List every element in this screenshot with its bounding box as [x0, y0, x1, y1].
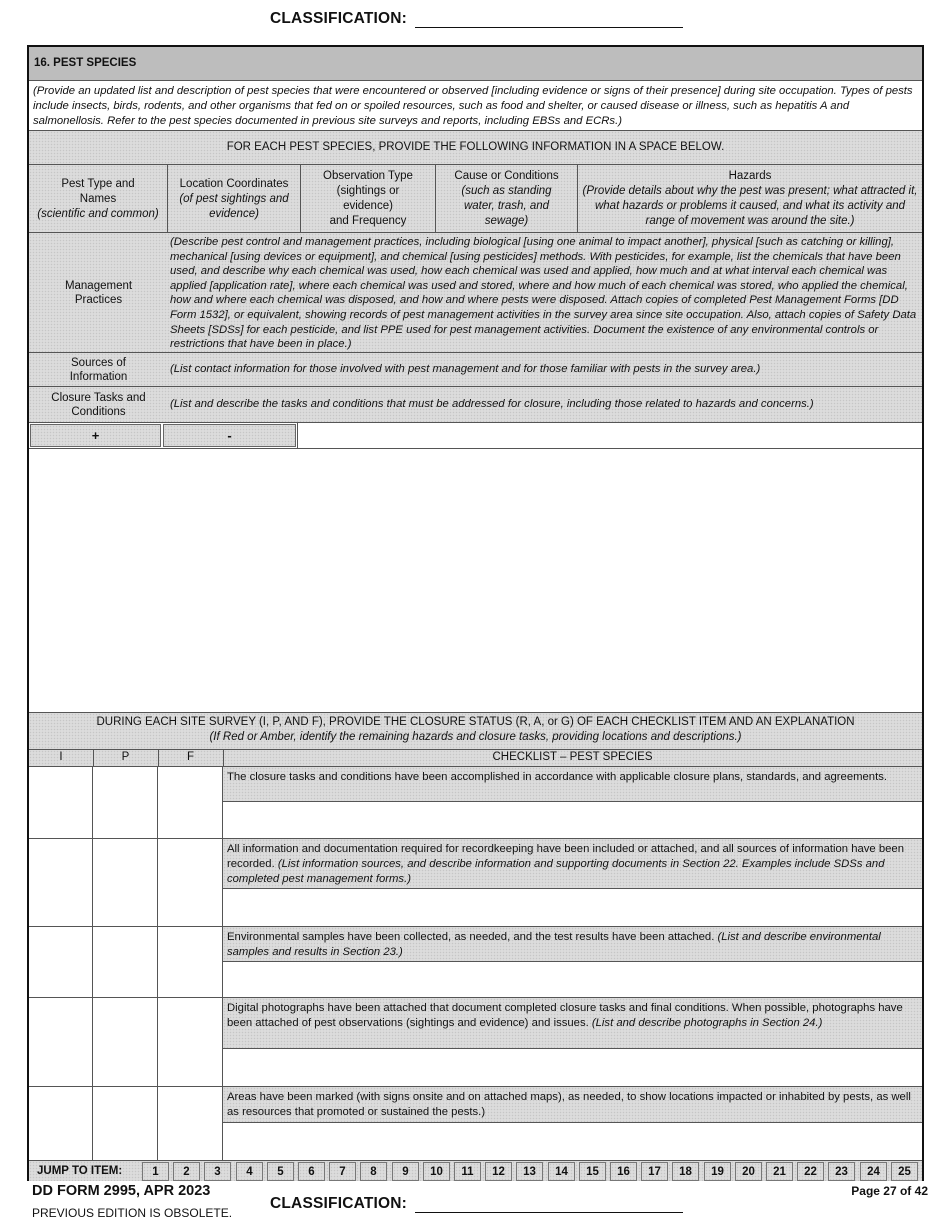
- pest-species-section: [27, 45, 924, 1181]
- sources-label: Sources of Information: [69, 356, 128, 383]
- checklist-item-statement: The closure tasks and conditions have been accomplished in accordance with applicable closure plans, standards, and agreements.: [227, 771, 888, 783]
- jump-to-item-bar: [29, 1160, 922, 1181]
- jump-item-link[interactable]: 8: [360, 1162, 387, 1181]
- status-progress-input[interactable]: [93, 927, 158, 997]
- jump-item-link[interactable]: 12: [485, 1162, 512, 1181]
- checklist-item-statement: Environmental samples have been collected, as needed, and the test results have been attached.: [227, 931, 715, 943]
- checklist-explanation-field[interactable]: [223, 962, 922, 997]
- jump-item-link[interactable]: 22: [797, 1162, 824, 1181]
- status-progress-input[interactable]: [93, 998, 158, 1086]
- checklist-item-text: [223, 927, 922, 962]
- checklist-item-statement: Areas have been marked (with signs onsite and on attached maps), as needed, to show locations impacted or inhabited by pests, as well as resources that promoted or sustained the pests.): [227, 1091, 911, 1118]
- management-practices-text: (Describe pest control and management practices, including biological [using one animal to impact another], physical [such as catching or killing], mechanical [using devices or equipment], and chemical [using pesticides] methods. With pesticides, for example, list the chemicals that have been used, and describe why each chemical was used, how each chemical was used and applied, how much and at what interval each chemical was applied [application rate], where each chemical was used and stored, where and how much of each chemical was stored, who applied the chemical, how and where each chemical was disposed, and how and where pests were disposed. Attach copies of completed Pest Management Forms [DD Form 1532], or equivalent, showing records of pest management activities in the survey area since site occupation. Also, attach copies of Safety Data Sheets [SDSs] for each pesticide, and list PPE used for pest management activities. Document the existence of any environmental controls or restrictions that have been in place.): [170, 236, 917, 351]
- column-pest-type-label: Pest Type and Names: [61, 177, 135, 205]
- column-location: [168, 165, 301, 233]
- jump-item-link[interactable]: 15: [579, 1162, 606, 1181]
- status-initial-input[interactable]: [29, 998, 93, 1086]
- jump-item-link[interactable]: 4: [236, 1162, 263, 1181]
- classification-label: CLASSIFICATION:: [270, 1195, 408, 1212]
- status-initial-input[interactable]: [29, 839, 93, 926]
- management-practices-row: [29, 233, 922, 353]
- status-final-input[interactable]: [158, 998, 223, 1086]
- closure-status-instructions: [29, 713, 922, 750]
- status-final-input[interactable]: [158, 839, 223, 926]
- column-observation-label: Observation Type (sightings or evidence): [323, 170, 413, 212]
- jump-item-link[interactable]: 2: [173, 1162, 200, 1181]
- checklist-header: [29, 750, 922, 767]
- checklist-item-text: [223, 1087, 922, 1123]
- jump-item-link[interactable]: 1: [142, 1162, 169, 1181]
- jump-item-link[interactable]: 3: [204, 1162, 231, 1181]
- jump-item-link[interactable]: 5: [267, 1162, 294, 1181]
- jump-item-link[interactable]: 10: [423, 1162, 450, 1181]
- column-location-label: Location Coordinates: [179, 177, 289, 190]
- classification-top: [270, 10, 683, 28]
- status-final-input[interactable]: [158, 767, 223, 838]
- checklist-item-note: (List and describe environmental samples and results in Section 23.): [227, 931, 881, 958]
- checklist-item-text: [223, 767, 922, 802]
- jump-item-link[interactable]: 13: [516, 1162, 543, 1181]
- checklist-item-statement: Digital photographs have been attached that document completed closure tasks and final conditions. When possible, photographs have been attached of pest observations (sightings and evidence) and issues.: [227, 1002, 903, 1029]
- checklist-item: [29, 998, 922, 1087]
- entry-title-field[interactable]: [297, 423, 922, 448]
- jump-item-link[interactable]: 11: [454, 1162, 481, 1181]
- jump-item-link[interactable]: 6: [298, 1162, 325, 1181]
- status-initial-input[interactable]: [29, 927, 93, 997]
- form-identifier: DD FORM 2995, APR 2023: [32, 1183, 211, 1199]
- status-progress-input[interactable]: [93, 1087, 158, 1160]
- column-pest-type: [29, 165, 168, 233]
- management-practices-label: Management Practices: [64, 279, 133, 306]
- column-hazards-label: Hazards: [728, 170, 772, 182]
- checklist-col-p: P: [121, 751, 130, 763]
- checklist-explanation-field[interactable]: [223, 802, 922, 838]
- previous-edition-note: PREVIOUS EDITION IS OBSOLETE.: [32, 1206, 233, 1220]
- checklist-item: [29, 767, 922, 839]
- column-cause-label: Cause or Conditions: [454, 170, 559, 182]
- jump-item-link[interactable]: 18: [672, 1162, 699, 1181]
- classification-label: CLASSIFICATION:: [270, 10, 408, 27]
- jump-item-link[interactable]: 24: [860, 1162, 887, 1181]
- checklist-explanation-field[interactable]: [223, 889, 922, 926]
- jump-item-link[interactable]: 25: [891, 1162, 918, 1181]
- closure-text: (List and describe the tasks and conditions that must be addressed for closure, including those related to hazards and concerns.): [170, 398, 814, 411]
- checklist-item-statement: All information and documentation required for recordkeeping have been included or attached, and all sources of information have been recorded.: [227, 843, 904, 870]
- checklist-item-text: [223, 998, 922, 1049]
- checklist-col-f: F: [186, 751, 195, 763]
- checklist-item-note: (List and describe photographs in Section 24.): [591, 1017, 823, 1029]
- section-title: 16. PEST SPECIES: [29, 47, 922, 81]
- entry-controls: [29, 423, 922, 449]
- jump-item-link[interactable]: 23: [828, 1162, 855, 1181]
- column-pest-type-sub: (scientific and common): [37, 207, 159, 220]
- closure-row: [29, 387, 922, 423]
- checklist-item-note: (List information sources, and describe information and supporting documents in Section 22. Examples include SDSs and completed pest management forms.): [227, 858, 885, 885]
- closure-label: Closure Tasks and Conditions: [51, 391, 146, 418]
- jump-item-link[interactable]: 19: [704, 1162, 731, 1181]
- classification-field[interactable]: [415, 1197, 683, 1213]
- section-instructions: (Provide an updated list and description of pest species that were encountered or observed [including evidence or signs of their presence] during site occupation. Types of pests include insects, birds, rodents, and other organisms that fed on or spoiled resources, such as food and shelter, or caused disease or illness, such as hepatitis A and salmonellosis. Refer to the pest species documented in previous site surveys and reports, including EBSs and ECRs.): [29, 81, 922, 131]
- checklist-item: [29, 927, 922, 998]
- classification-field[interactable]: [415, 12, 683, 28]
- column-cause: [436, 165, 578, 233]
- column-location-sub: (of pest sightings and evidence): [179, 192, 289, 220]
- checklist-item-text: [223, 839, 922, 889]
- pest-entry-textarea[interactable]: [29, 449, 922, 713]
- column-observation-extra: and Frequency: [329, 215, 407, 227]
- checklist-item: [29, 1087, 922, 1160]
- jump-item-link[interactable]: 17: [641, 1162, 668, 1181]
- status-final-input[interactable]: [158, 1087, 223, 1160]
- status-initial-input[interactable]: [29, 767, 93, 838]
- add-entry-button[interactable]: +: [30, 424, 161, 447]
- checklist-item: [29, 839, 922, 927]
- sources-text: (List contact information for those involved with pest management and for those familiar with pests in the survey area.): [170, 363, 761, 376]
- checklist-explanation-field[interactable]: [223, 1049, 922, 1086]
- checklist-explanation-field[interactable]: [223, 1123, 922, 1160]
- jump-item-link[interactable]: 14: [548, 1162, 575, 1181]
- status-progress-input[interactable]: [93, 839, 158, 926]
- column-headers: [29, 165, 922, 233]
- page-number: Page 27 of 42: [851, 1184, 928, 1198]
- closure-status-line1: DURING EACH SITE SURVEY (I, P, AND F), PROVIDE THE CLOSURE STATUS (R, A, or G) OF EACH CHECKLIST ITEM AND AN EXPLANATION: [96, 716, 855, 728]
- column-cause-sub: (such as standing water, trash, and sewage): [461, 185, 552, 227]
- for-each-instruction: FOR EACH PEST SPECIES, PROVIDE THE FOLLOWING INFORMATION IN A SPACE BELOW.: [29, 131, 922, 165]
- classification-bottom: [270, 1195, 683, 1213]
- jump-item-link[interactable]: 21: [766, 1162, 793, 1181]
- column-hazards: [578, 165, 922, 233]
- jump-item-link[interactable]: 20: [735, 1162, 762, 1181]
- checklist-title: CHECKLIST – PEST SPECIES: [492, 751, 653, 763]
- jump-label: JUMP TO ITEM:: [37, 1165, 123, 1177]
- column-observation: [301, 165, 436, 233]
- status-initial-input[interactable]: [29, 1087, 93, 1160]
- status-final-input[interactable]: [158, 927, 223, 997]
- jump-item-link[interactable]: 9: [392, 1162, 419, 1181]
- sources-row: [29, 353, 922, 387]
- checklist-col-i: I: [59, 751, 63, 763]
- remove-entry-button[interactable]: -: [163, 424, 296, 447]
- jump-item-link[interactable]: 16: [610, 1162, 637, 1181]
- column-hazards-sub: (Provide details about why the pest was present; what attracted it, what hazards or problems it caused, and what its activity and range of movement was around the site.): [582, 185, 918, 227]
- jump-item-link[interactable]: 7: [329, 1162, 356, 1181]
- status-progress-input[interactable]: [93, 767, 158, 838]
- closure-status-line2: (If Red or Amber, identify the remaining hazards and closure tasks, providing locations and descriptions.): [209, 731, 742, 743]
